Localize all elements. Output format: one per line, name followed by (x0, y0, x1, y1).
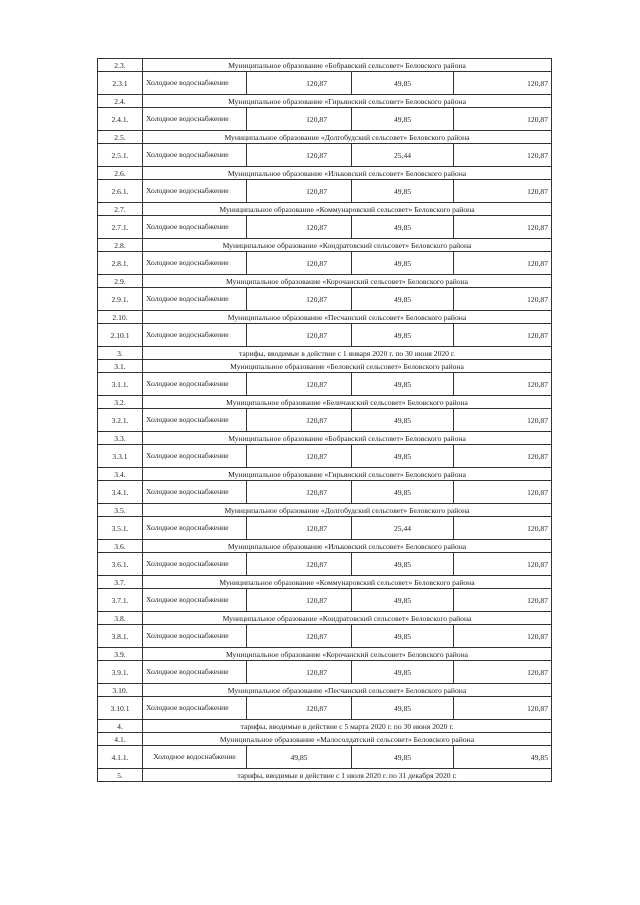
tariff-row (98, 108, 552, 131)
row-number: 3.9.1. (98, 661, 143, 684)
tariff-value-1: 120,87 (247, 481, 352, 504)
tariff-row (98, 373, 552, 396)
service-name: Холодное водоснабжение (143, 72, 247, 95)
service-name: Холодное водоснабжение (143, 108, 247, 131)
tariff-value-1: 120,87 (247, 589, 352, 612)
section-header-row (98, 684, 552, 697)
tariff-value-2: 49,85 (352, 697, 454, 720)
section-header-row (98, 769, 552, 782)
section-header-row (98, 576, 552, 589)
section-header-row (98, 239, 552, 252)
tariff-value-1: 120,87 (247, 288, 352, 311)
service-name: Холодное водоснабжение (143, 180, 247, 203)
tariff-row (98, 72, 552, 95)
tariff-row (98, 144, 552, 167)
tariff-value-2: 49,85 (352, 252, 454, 275)
tariff-row (98, 661, 552, 684)
tariff-value-2: 49,85 (352, 746, 454, 769)
tariff-value-2: 49,85 (352, 108, 454, 131)
tariff-table (97, 58, 552, 782)
row-number: 2.9. (98, 275, 143, 288)
tariff-value-2: 49,85 (352, 72, 454, 95)
row-number: 2.8. (98, 239, 143, 252)
service-name: Холодное водоснабжение (143, 589, 247, 612)
row-number: 4.1. (98, 733, 143, 746)
row-number: 2.3.1 (98, 72, 143, 95)
tariff-value-3: 120,87 (454, 180, 552, 203)
tariff-value-2: 49,85 (352, 481, 454, 504)
service-name: Холодное водоснабжение (143, 409, 247, 432)
tariff-value-2: 25,44 (352, 517, 454, 540)
tariff-value-1: 120,87 (247, 517, 352, 540)
row-number: 2.4. (98, 95, 143, 108)
row-number: 3.1.1. (98, 373, 143, 396)
row-number: 2.6.1. (98, 180, 143, 203)
tariff-table-body (98, 59, 552, 782)
section-header-row (98, 612, 552, 625)
section-title: тарифы, вводимые в действие с 5 марта 2020 г. по 30 июня 2020 г. (143, 720, 552, 733)
row-number: 2.7.1. (98, 216, 143, 239)
service-name: Холодное водоснабжение (143, 553, 247, 576)
tariff-row (98, 517, 552, 540)
tariff-row (98, 697, 552, 720)
tariff-row (98, 625, 552, 648)
tariff-row (98, 216, 552, 239)
service-name: Холодное водоснабжение (143, 288, 247, 311)
section-header-row (98, 504, 552, 517)
row-number: 2.9.1. (98, 288, 143, 311)
tariff-value-3: 120,87 (454, 288, 552, 311)
tariff-value-2: 49,85 (352, 445, 454, 468)
section-title: Муниципальное образование «Долгобудский сельсовет» Беловского района (143, 131, 552, 144)
tariff-value-2: 49,85 (352, 661, 454, 684)
section-title: Муниципальное образование «Корочанский сельсовет» Беловского района (143, 648, 552, 661)
section-title: тарифы, вводимые в действие с 1 января 2020 г. по 30 июня 2020 г. (143, 347, 552, 360)
row-number: 3.5.1. (98, 517, 143, 540)
section-title: Муниципальное образование «Гирьянский сельсовет» Беловского района (143, 468, 552, 481)
row-number: 3.7.1. (98, 589, 143, 612)
tariff-value-3: 120,87 (454, 324, 552, 347)
tariff-row (98, 324, 552, 347)
tariff-value-1: 120,87 (247, 324, 352, 347)
section-header-row (98, 468, 552, 481)
service-name: Холодное водоснабжение (143, 661, 247, 684)
section-title: тарифы, вводимые в действие с 1 июля 2020 г. по 31 декабря 2020 г. (143, 769, 552, 782)
tariff-value-2: 49,85 (352, 625, 454, 648)
tariff-value-3: 120,87 (454, 373, 552, 396)
section-title: Муниципальное образование «Коммунаровский сельсовет» Беловского района (143, 576, 552, 589)
service-name: Холодное водоснабжение (143, 445, 247, 468)
section-header-row (98, 167, 552, 180)
tariff-value-2: 49,85 (352, 216, 454, 239)
section-title: Муниципальное образование «Песчанский сельсовет» Беловского района (143, 311, 552, 324)
section-title: Муниципальное образование «Бобравский сельсовет» Беловского района (143, 59, 552, 72)
section-header-row (98, 432, 552, 445)
tariff-value-3: 120,87 (454, 553, 552, 576)
section-title: Муниципальное образование «Беличанский сельсовет» Беловского района (143, 396, 552, 409)
tariff-value-1: 120,87 (247, 72, 352, 95)
section-header-row (98, 540, 552, 553)
tariff-value-2: 49,85 (352, 373, 454, 396)
tariff-value-3: 120,87 (454, 445, 552, 468)
row-number: 3.9. (98, 648, 143, 661)
row-number: 2.8.1. (98, 252, 143, 275)
section-header-row (98, 396, 552, 409)
section-header-row (98, 360, 552, 373)
tariff-value-3: 120,87 (454, 409, 552, 432)
tariff-value-3: 120,87 (454, 661, 552, 684)
row-number: 3.8.1. (98, 625, 143, 648)
section-title: Муниципальное образование «Кондратовский сельсовет» Беловского района (143, 239, 552, 252)
row-number: 3. (98, 347, 143, 360)
section-title: Муниципальное образование «Беловский сельсовет» Беловского района (143, 360, 552, 373)
tariff-value-3: 120,87 (454, 517, 552, 540)
row-number: 2.10. (98, 311, 143, 324)
row-number: 2.7. (98, 203, 143, 216)
row-number: 3.6.1. (98, 553, 143, 576)
tariff-value-1: 120,87 (247, 252, 352, 275)
section-title: Муниципальное образование «Ильковский сельсовет» Беловского района (143, 540, 552, 553)
section-title: Муниципальное образование «Малосолдатский сельсовет» Беловского района (143, 733, 552, 746)
section-title: Муниципальное образование «Долгобудский сельсовет» Беловского района (143, 504, 552, 517)
row-number: 2.6. (98, 167, 143, 180)
row-number: 3.3.1 (98, 445, 143, 468)
section-header-row (98, 275, 552, 288)
tariff-row (98, 553, 552, 576)
tariff-row (98, 481, 552, 504)
tariff-value-3: 120,87 (454, 108, 552, 131)
section-title: Муниципальное образование «Коммунаровский сельсовет» Беловского района (143, 203, 552, 216)
tariff-row (98, 180, 552, 203)
section-header-row (98, 95, 552, 108)
section-header-row (98, 203, 552, 216)
section-header-row (98, 648, 552, 661)
service-name: Холодное водоснабжение (143, 481, 247, 504)
service-name: Холодное водоснабжение (143, 517, 247, 540)
row-number: 3.7. (98, 576, 143, 589)
tariff-row (98, 252, 552, 275)
service-name: Холодное водоснабжение (143, 252, 247, 275)
tariff-value-1: 120,87 (247, 108, 352, 131)
tariff-value-1: 120,87 (247, 180, 352, 203)
row-number: 2.5.1. (98, 144, 143, 167)
section-header-row (98, 311, 552, 324)
service-name: Холодное водоснабжение (143, 373, 247, 396)
tariff-value-1: 120,87 (247, 373, 352, 396)
tariff-value-3: 120,87 (454, 252, 552, 275)
row-number: 4.1.1. (98, 746, 143, 769)
row-number: 3.4. (98, 468, 143, 481)
tariff-value-3: 120,87 (454, 589, 552, 612)
section-title: Муниципальное образование «Гирьянский сельсовет» Беловского района (143, 95, 552, 108)
section-title: Муниципальное образование «Корочанский сельсовет» Беловского района (143, 275, 552, 288)
tariff-value-1: 49,85 (247, 746, 352, 769)
row-number: 3.2.1. (98, 409, 143, 432)
tariff-row (98, 445, 552, 468)
service-name: Холодное водоснабжение (143, 324, 247, 347)
section-title: Муниципальное образование «Кондратовский сельсовет» Беловского района (143, 612, 552, 625)
row-number: 2.3. (98, 59, 143, 72)
tariff-value-1: 120,87 (247, 216, 352, 239)
tariff-value-2: 49,85 (352, 288, 454, 311)
tariff-value-1: 120,87 (247, 409, 352, 432)
row-number: 3.5. (98, 504, 143, 517)
row-number: 3.10.1 (98, 697, 143, 720)
tariff-value-2: 49,85 (352, 180, 454, 203)
row-number: 4. (98, 720, 143, 733)
tariff-value-2: 49,85 (352, 553, 454, 576)
section-header-row (98, 59, 552, 72)
service-name: Холодное водоснабжение (143, 144, 247, 167)
service-name: Холодное водоснабжение (143, 625, 247, 648)
row-number: 2.4.1. (98, 108, 143, 131)
tariff-value-3: 120,87 (454, 216, 552, 239)
section-header-row (98, 720, 552, 733)
tariff-row (98, 409, 552, 432)
section-header-row (98, 733, 552, 746)
tariff-row (98, 288, 552, 311)
tariff-value-1: 120,87 (247, 144, 352, 167)
section-header-row (98, 347, 552, 360)
tariff-row (98, 746, 552, 769)
tariff-value-3: 120,87 (454, 697, 552, 720)
row-number: 5. (98, 769, 143, 782)
tariff-value-1: 120,87 (247, 661, 352, 684)
row-number: 3.10. (98, 684, 143, 697)
service-name: Холодное водоснабжение (143, 697, 247, 720)
tariff-value-1: 120,87 (247, 445, 352, 468)
tariff-row (98, 589, 552, 612)
row-number: 2.5. (98, 131, 143, 144)
tariff-value-1: 120,87 (247, 697, 352, 720)
row-number: 3.6. (98, 540, 143, 553)
section-header-row (98, 131, 552, 144)
tariff-value-3: 120,87 (454, 72, 552, 95)
tariff-value-1: 120,87 (247, 553, 352, 576)
row-number: 2.10.1 (98, 324, 143, 347)
row-number: 3.1. (98, 360, 143, 373)
row-number: 3.4.1. (98, 481, 143, 504)
tariff-value-3: 120,87 (454, 625, 552, 648)
section-title: Муниципальное образование «Песчанский сельсовет» Беловского района (143, 684, 552, 697)
row-number: 3.3. (98, 432, 143, 445)
service-name: Холодное водоснабжение (143, 216, 247, 239)
section-title: Муниципальное образование «Ильковский сельсовет» Беловского района (143, 167, 552, 180)
service-name: Холодное водоснабжение (143, 746, 247, 769)
tariff-value-2: 49,85 (352, 324, 454, 347)
row-number: 3.8. (98, 612, 143, 625)
tariff-value-2: 25,44 (352, 144, 454, 167)
tariff-value-3: 49,85 (454, 746, 552, 769)
tariff-value-1: 120,87 (247, 625, 352, 648)
row-number: 3.2. (98, 396, 143, 409)
tariff-value-2: 49,85 (352, 589, 454, 612)
tariff-value-3: 120,87 (454, 481, 552, 504)
tariff-value-3: 120,87 (454, 144, 552, 167)
tariff-value-2: 49,85 (352, 409, 454, 432)
section-title: Муниципальное образование «Бобравский сельсовет» Беловского района (143, 432, 552, 445)
